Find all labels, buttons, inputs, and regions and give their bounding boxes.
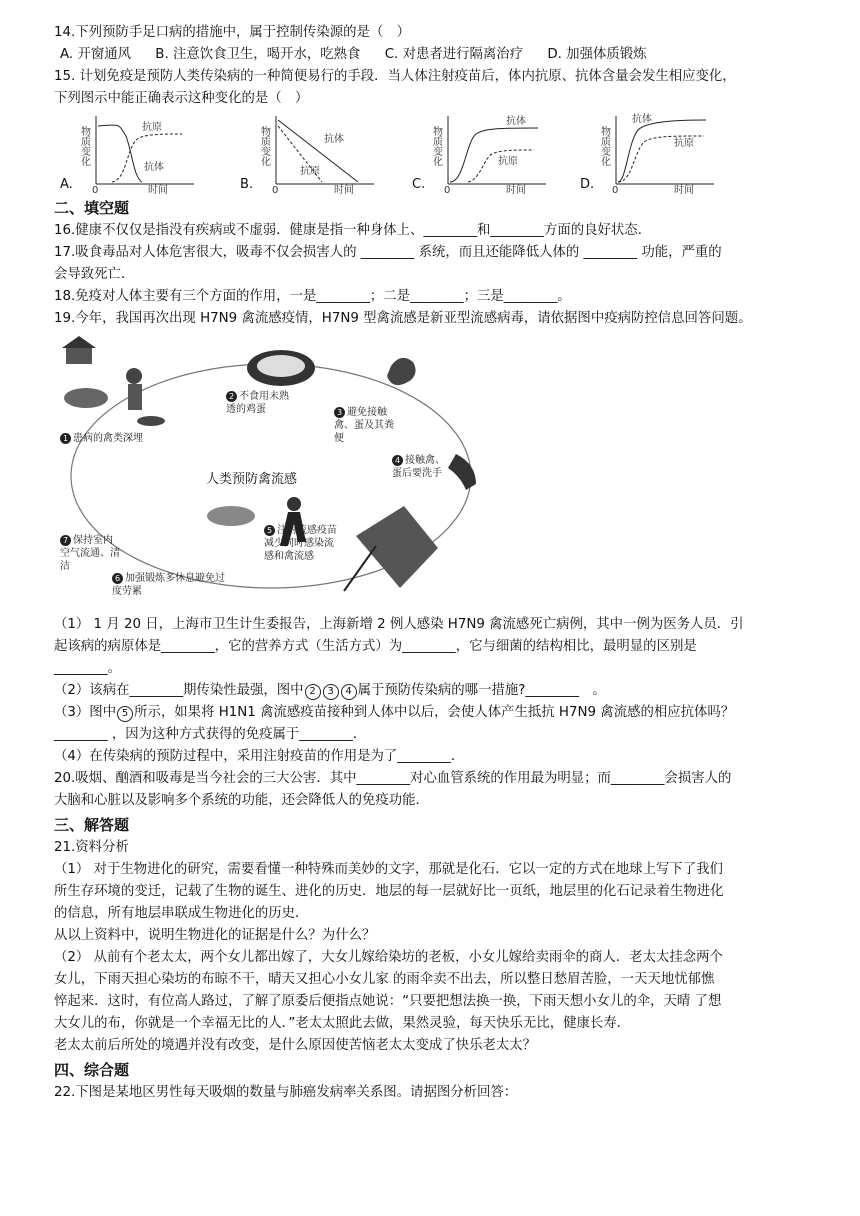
q15-chart-a-svg <box>78 112 202 196</box>
q17-line1: 17.吸食毒品对人体危害很大，吸毒不仅会损害人的 ________ 系统，而且还能降低人体的 ________ 功能，严重的 <box>54 245 722 260</box>
q15-chart-a <box>54 112 204 194</box>
q15-stem-line2: 下列图示中能正确表示这种变化的是（ ） <box>54 91 309 106</box>
q21-2-line4: 大女儿的布，你就是一个幸福无比的人．”老太太照此去做，果然灵验，每天快乐无比，健康长寿． <box>54 1016 631 1031</box>
q22: 22.下图是某地区男性每天吸烟的数量与肺癌发病率关系图。请据图分析回答： <box>54 1085 518 1100</box>
chart-c-origin: 0 <box>444 185 451 196</box>
chart-a-xlabel: 时间 <box>148 185 168 196</box>
caption-6: 6 加强锻炼多休息避免过度劳累 <box>112 573 225 597</box>
q21-2-line2: 女儿，下雨天担心染坊的布晾不干，晴天又担心小女儿家 的雨伞卖不出去，所以整日愁眉苦脸，一天天地忧郁憔 <box>54 972 715 987</box>
q21-heading: 21.资料分析 <box>54 840 129 855</box>
section-comprehensive: 四、综合题 <box>54 1061 130 1079</box>
q19-stem: 19.今年，我国再次出现 H7N9 禽流感疫情，H7N9 型禽流感是新亚型流感病毒，请依据图中疫病防控信息回答问题。 <box>54 311 752 326</box>
q14-option-a: A. 开窗通风 <box>60 47 131 62</box>
q19-1-line1: （1） 1 月 20 日，上海市卫生计生委报告，上海新增 2 例人感染 H7N9 禽流感死亡病例，其中一例为医务人员．引 <box>54 617 744 632</box>
circled-5: 5 <box>117 706 133 722</box>
q15-chart-b-svg <box>258 112 382 196</box>
chart-a-dashed-label: 抗体 <box>144 162 164 173</box>
q17-line2: 会导致死亡． <box>54 267 135 282</box>
chart-d-origin: 0 <box>612 185 619 196</box>
q19-2 <box>54 680 814 702</box>
q19-1-line2: 起该病的病原体是________，它的营养方式（生活方式）为________，它与细菌的结构相比，最明显的区别是 <box>54 639 697 654</box>
bird-flu-prevention-illustration <box>56 336 486 606</box>
q15-chart-c-label: C. <box>412 177 426 192</box>
caption-3: 3 避免接触禽、蛋及其粪便 <box>334 407 394 444</box>
q19-3-part-a: （3）图中 <box>54 705 117 720</box>
q21-1-line1: （1） 对于生物进化的研究，需要看懂一种特殊而美妙的文字，那就是化石．它以一定的方式在地球上写下了我们 <box>54 862 723 877</box>
caption-2: 2 不食用未熟透的鸡蛋 <box>226 391 289 415</box>
section-fill-in-blank: 二、填空题 <box>54 199 130 217</box>
circled-2: 2 <box>305 684 321 700</box>
q14-option-b: B. 注意饮食卫生，喝开水，吃熟食 <box>155 47 361 62</box>
q15-chart-c-svg <box>430 112 554 196</box>
section-answer: 三、解答题 <box>54 816 130 834</box>
q15-chart-b-label: B. <box>240 177 254 192</box>
q15-chart-a-label: A. <box>60 177 73 192</box>
q21-1-line3: 的信息，所有地层串联成生物进化的历史． <box>54 906 309 921</box>
chart-c-ylabel: 物质变化 <box>430 126 442 166</box>
caption-7: 7 保持室内空气流通、清洁 <box>60 535 120 572</box>
caption-5: 5 注射流感疫苗减少同时感染流感和禽流感 <box>264 525 337 562</box>
q19-4: （4）在传染病的预防过程中，采用注射疫苗的作用是为了________． <box>54 749 465 764</box>
q14-option-d: D. 加强体质锻炼 <box>547 47 647 62</box>
worksheet-page <box>54 22 814 1104</box>
q16: 16.健康不仅仅是指没有疾病或不虚弱．健康是指一种身体上、________和________方面的良好状态． <box>54 223 652 238</box>
q14-stem: 14.下列预防手足口病的措施中，属于控制传染源的是（ ） <box>54 25 411 40</box>
chart-a-ylabel: 物质变化 <box>78 126 90 166</box>
q19-2-part-b: 属于预防传染病的哪一措施?________ 。 <box>357 683 606 698</box>
chart-a-solid-label: 抗原 <box>142 122 162 133</box>
q15-stem-line1: 15. 计划免疫是预防人类传染病的一种简便易行的手段．当人体注射疫苗后，体内抗原、抗体含量会发生相应变化， <box>54 69 736 84</box>
q19-2-part-a: （2）该病在________期传染性最强，图中 <box>54 683 304 698</box>
q19-3 <box>54 702 814 724</box>
q15-chart-d-label: D. <box>580 177 595 192</box>
q15-option-charts <box>54 112 814 194</box>
q19-3-part-b: 所示，如果将 H1N1 禽流感疫苗接种到人体中以后，会使人体产生抵抗 H7N9 禽流感的相应抗体吗？ <box>134 705 735 720</box>
chart-d-xlabel: 时间 <box>674 185 694 196</box>
circled-3: 3 <box>323 684 339 700</box>
chart-d-ylabel: 物质变化 <box>598 126 610 166</box>
chart-d-dashed-label: 抗原 <box>674 138 694 149</box>
q19-1-line3: ________。 <box>54 661 121 676</box>
illustration-title: 人类预防禽流感 <box>206 472 298 487</box>
q21-1-line2: 所生存环境的变迁，记载了生物的诞生、进化的历史．地层的每一层就好比一页纸，地层里的化石记录着生物进化 <box>54 884 724 899</box>
caption-4: 4 接触禽、蛋后要洗手 <box>392 455 445 479</box>
q21-2-line1: （2） 从前有个老太太，两个女儿都出嫁了，大女儿嫁给染坊的老板，小女儿嫁给卖雨伞的商人．老太太挂念两个 <box>54 950 723 965</box>
chart-b-solid-label: 抗体 <box>324 134 344 145</box>
caption-1: 1 患病的禽类深埋 <box>60 432 143 445</box>
q15-chart-d <box>574 112 724 194</box>
circled-4: 4 <box>341 684 357 700</box>
chart-c-solid-label: 抗体 <box>506 116 526 127</box>
chart-b-origin: 0 <box>272 185 279 196</box>
q14-options <box>54 44 814 66</box>
chart-c-dashed-label: 抗原 <box>498 156 518 167</box>
q21-2-line3: 悴起来．这时，有位高人路过，了解了原委后便指点她说：“只要把想法换一换，下雨天想小女儿的伞，天晴 了想 <box>54 994 722 1009</box>
q15-chart-c <box>406 112 556 194</box>
chart-c-xlabel: 时间 <box>506 185 526 196</box>
q19-3-line2: ________ ，因为这种方式获得的免疫属于________． <box>54 727 367 742</box>
q20-line1: 20.吸烟、酗酒和吸毒是当今社会的三大公害．其中________对心血管系统的作用最为明显；而________会损害人的 <box>54 771 732 786</box>
chart-b-xlabel: 时间 <box>334 185 354 196</box>
q21-2-line5: 老太太前后所处的境遇并没有改变，是什么原因使苦恼老太太变成了快乐老太太？ <box>54 1038 537 1053</box>
chart-b-ylabel: 物质变化 <box>258 126 270 166</box>
q20-line2: 大脑和心脏以及影响多个系统的功能，还会降低人的免疫功能． <box>54 793 429 808</box>
q18: 18.免疫对人体主要有三个方面的作用，一是________；二是________；三是________。 <box>54 289 571 304</box>
q15-chart-b <box>234 112 384 194</box>
chart-b-dashed-label: 抗原 <box>300 166 320 177</box>
chart-a-origin: 0 <box>92 185 99 196</box>
q21-1-line4: 从以上资料中，说明生物进化的证据是什么？为什么？ <box>54 928 376 943</box>
chart-d-solid-label: 抗体 <box>632 114 652 125</box>
q15-chart-d-svg <box>598 112 722 196</box>
q14-option-c: C. 对患者进行隔离治疗 <box>384 47 524 62</box>
